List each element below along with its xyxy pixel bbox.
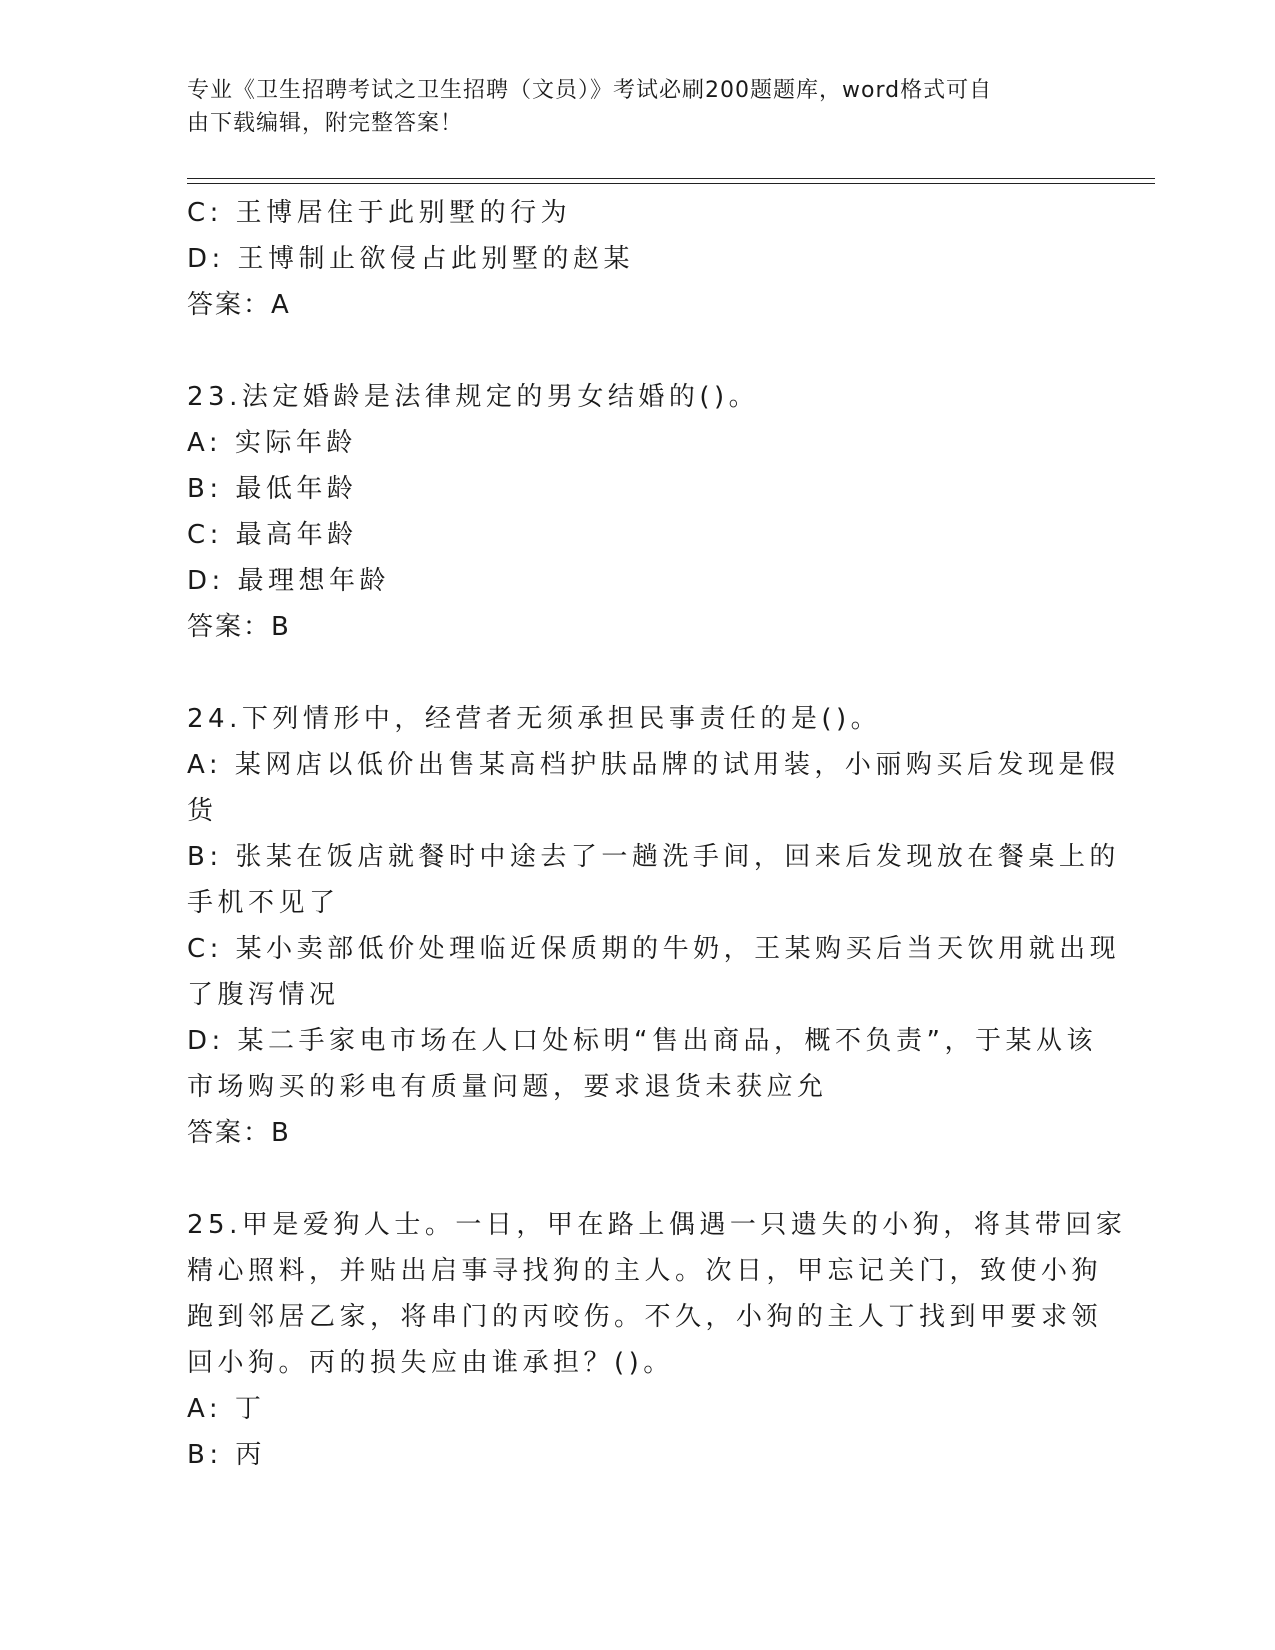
option-d-line-2: 市场购买的彩电有质量问题，要求退货未获应允 bbox=[187, 1072, 828, 1102]
header-rule-top bbox=[187, 178, 1155, 179]
option-c-line-2: 了腹泻情况 bbox=[187, 980, 340, 1010]
option-b: B: 最低年龄 bbox=[187, 474, 358, 504]
question-22 bbox=[187, 190, 1087, 328]
option-b-line-2: 手机不见了 bbox=[187, 888, 340, 918]
option-b: B: 丙 bbox=[187, 1440, 266, 1470]
option-c: C: 王博居住于此别墅的行为 bbox=[187, 198, 572, 228]
header-rule-bottom bbox=[187, 183, 1155, 184]
answer-line: 答案：A bbox=[187, 290, 291, 320]
header-line-2: 由下载编辑，附完整答案！ bbox=[187, 111, 464, 136]
option-c-line-1: C: 某小卖部低价处理临近保质期的牛奶，王某购买后当天饮用就出现 bbox=[187, 934, 1121, 964]
option-d-line-1: D: 某二手家电市场在人口处标明“售出商品，概不负责”，于某从该 bbox=[187, 1026, 1097, 1056]
question-stem-line-1: 25.甲是爱狗人士。一日，甲在路上偶遇一只遗失的小狗，将其带回家 bbox=[187, 1210, 1127, 1240]
question-25 bbox=[187, 1202, 1127, 1478]
question-stem-line-2: 精心照料，并贴出启事寻找狗的主人。次日，甲忘记关门，致使小狗 bbox=[187, 1256, 1103, 1286]
option-a-line-2: 货 bbox=[187, 796, 218, 826]
option-a-line-1: A: 某网店以低价出售某高档护肤品牌的试用装，小丽购买后发现是假 bbox=[187, 750, 1120, 780]
question-stem-line-3: 跑到邻居乙家，将串门的丙咬伤。不久，小狗的主人丁找到甲要求领 bbox=[187, 1302, 1103, 1332]
question-23 bbox=[187, 374, 1087, 650]
spacer bbox=[187, 650, 1087, 696]
question-24 bbox=[187, 696, 1121, 1156]
document-header bbox=[187, 74, 1067, 140]
question-stem-line-4: 回小狗。丙的损失应由谁承担？()。 bbox=[187, 1348, 674, 1378]
answer-line: 答案：B bbox=[187, 1118, 291, 1148]
document-body bbox=[187, 190, 1127, 1478]
option-d: D: 最理想年龄 bbox=[187, 566, 391, 596]
option-d: D: 王博制止欲侵占此别墅的赵某 bbox=[187, 244, 635, 274]
header-line-1: 专业《卫生招聘考试之卫生招聘（文员）》考试必刷200题题库，word格式可自 bbox=[187, 78, 993, 103]
option-c: C: 最高年龄 bbox=[187, 520, 358, 550]
spacer bbox=[187, 328, 1087, 374]
spacer bbox=[187, 1156, 1087, 1202]
answer-line: 答案：B bbox=[187, 612, 291, 642]
option-a: A: 丁 bbox=[187, 1394, 266, 1424]
option-a: A: 实际年龄 bbox=[187, 428, 357, 458]
question-stem: 23.法定婚龄是法律规定的男女结婚的()。 bbox=[187, 382, 760, 412]
option-b-line-1: B: 张某在饭店就餐时中途去了一趟洗手间，回来后发现放在餐桌上的 bbox=[187, 842, 1120, 872]
question-stem: 24.下列情形中，经营者无须承担民事责任的是()。 bbox=[187, 704, 882, 734]
